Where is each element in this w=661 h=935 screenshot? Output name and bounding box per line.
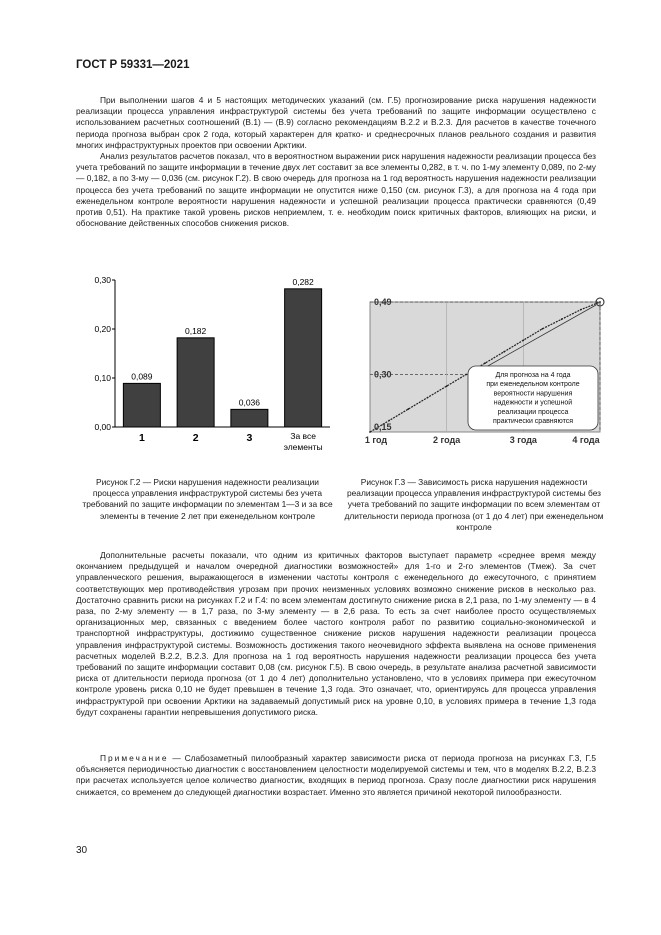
- bar-value-label: 0,282: [292, 276, 314, 287]
- data-point: [580, 309, 582, 311]
- x-category-label: 3: [246, 432, 253, 444]
- x-category-label: 1: [138, 432, 145, 444]
- data-point: [522, 339, 524, 341]
- note-text: — Слабозаметный пилообразный характер зависимости риска от периода прогноза на рисунках Г.3, Г.5 объясняется периодичностью диагностик с восстановлением целостности моделируемой системы и тем, что в моделях В.2.2, В.2.3 при расчетах используется целое количество диагностик, входящих в период прогноза. Сразу после диагностики риск нарушения снижается, со временем до следующей диагностики возрастает. Именно это является причиной некоторой пилообразности.: [76, 753, 596, 797]
- data-point: [465, 374, 467, 376]
- annotation-text: Для прогноза на 4 года при еженедельном контроле вероятности нарушения надежности и успешной реализации процесса практически сравняются: [486, 372, 580, 425]
- bar-value-label: 0,036: [238, 397, 261, 408]
- y-tick-label: 0,10: [94, 373, 111, 383]
- data-point: [407, 408, 409, 410]
- data-point: [561, 318, 563, 320]
- y-tick-label: 0,15: [374, 422, 392, 432]
- data-point: [427, 397, 429, 399]
- note-paragraph: [76, 753, 596, 798]
- paragraph-additional-calculations: Дополнительные расчеты показали, что одним из критичных факторов выступает параметр «среднее время между окончанием предыдущей и началом очередной диагностики возможностей» для 1-го и 2-го элементов (Tмеж). За счет управленческого решения, выражающегося в изменении частоты контроля с еженедельного до ежесуточного, с принятием соответствующих мер противодействия угрозам при прочих неизменных условиях возможно снижение рисков в несколько раз. Достаточно сравнить риски на рисунках Г.2 и Г.4: по всем элементам достигнуто снижение риска в 2,1 раза, по 1-му элементу — в 4 раза, по 2-му элементу — в 1,7 раза, по 3-му элементу — в 2,6 раза. То есть за счет наиболее просто осуществляемых организационных мер, связанных с введением более частого контроля работ по развитию социально-экономической и транспортной инфраструктуры, достижимо существенное снижение рисков нарушения надежности реализации процесса управления инфраструктурой системы. Возможность достижения такого неочевидного эффекта выявлена на основе применения расчетных моделей В.2.2, В.2.3. Для прогноза на 1 год вероятность нарушения надежности реализации процесса без учета требований по защите информации составит 0,08 (см. рисунок Г.5). В свою очередь, в результате анализа расчетной зависимости риска от длительности периода прогноза (от 1 до 4 лет) дополнительно установлено, что в условиях примера при ежесуточном контроле уровень риска 0,10 не будет превышен в течение 1,3 года. Это означает, что, ориентируясь для процесса управления инфраструктурой при освоении Арктики на задаваемый допустимый риск на уровне 0,10, в условиях примера в течение 1,3 года будут сохранены гарантии непревышения допустимого риска.: [76, 550, 596, 717]
- bar-4: [285, 289, 322, 427]
- paragraph-analysis-results: Анализ результатов расчетов показал, что в вероятностном выражении риск нарушения надежности реализации процесса без учета требований по защите информации в течение двух лет составит за все элементы 0,282, в т. ч. по 1-му элементу 0,089, по 2-му — 0,182, а по 3-му — 0,036 (см. рисунок Г.2). В свою очередь для прогноза на 1 год вероятность нарушения надежности реализации процесса без учета требований по защите информации не опустится ниже 0,150 (см. рисунок Г.3), а для прогноза на 4 года при еженедельном контроле вероятности нарушения надежности и успешной реализации процесса практически сравняются (0,49 против 0,51). На практике такой уровень рисков неприемлем, т. е. необходим поиск критичных факторов, влияющих на риски, и обоснование действенных способов снижения рисков.: [76, 151, 596, 229]
- bar-chart-risks-by-element: [80, 272, 335, 457]
- data-point: [369, 431, 371, 433]
- data-point: [484, 362, 486, 364]
- figure-g3-caption: Рисунок Г.3 — Зависимость риска нарушения надежности реализации процесса управления инфраструктурой системы без учета требований по защите информации по всем элементам от длительности периода прогноза (от 1 до 4 лет) при еженедельном контроле: [344, 477, 604, 532]
- data-point: [599, 301, 601, 303]
- bar-value-label: 0,089: [131, 371, 153, 382]
- x-category-label: 2: [192, 432, 199, 444]
- x-tick-label: 3 года: [509, 435, 537, 445]
- x-tick-label: 2 года: [433, 435, 461, 445]
- note-label: Примечание: [100, 753, 169, 763]
- paragraph-method-steps: При выполнении шагов 4 и 5 настоящих методических указаний (см. Г.5) прогнозирование риска нарушения надежности реализации процесса управления инфраструктурой системы без учета требований по защите информации осуществлено с использованием расчетных соотношений (В.1) — (В.9) согласно рекомендациям В.2.2 и В.2.3. Для расчетов в качестве точечного периода прогноза выбран срок 2 года, который характерен для кратко- и среднесрочных планов реального создания и развития многих инфраструктурных проектов при освоении Арктики.: [76, 95, 596, 150]
- document-code: ГОСТ Р 59331—2021: [76, 59, 190, 71]
- y-tick-label: 0,30: [94, 275, 111, 285]
- data-point: [542, 328, 544, 330]
- data-point: [503, 351, 505, 353]
- y-tick-label: 0,49: [374, 297, 392, 307]
- bar-value-label: 0,182: [184, 325, 207, 336]
- line-chart-risk-vs-period: [340, 290, 608, 450]
- y-tick-label: 0,20: [94, 324, 111, 334]
- bar-1: [123, 383, 160, 427]
- page-number: 30: [76, 845, 88, 856]
- x-category-label: За все: [290, 431, 316, 441]
- x-tick-label: 4 года: [572, 435, 600, 445]
- figure-g2-caption: Рисунок Г.2 — Риски нарушения надежности реализации процесса управления инфраструктурой системы без учета требований по защите информации по элементам 1—3 и за все элементы в течение 2 лет при еженедельном контроле: [82, 477, 333, 521]
- bar-3: [231, 409, 268, 427]
- x-tick-label: 1 год: [364, 435, 388, 445]
- data-point: [446, 385, 448, 387]
- y-tick-label: 0,00: [94, 422, 111, 432]
- x-category-label: элементы: [283, 442, 323, 452]
- bar-2: [177, 338, 214, 427]
- y-tick-label: 0,30: [374, 369, 392, 380]
